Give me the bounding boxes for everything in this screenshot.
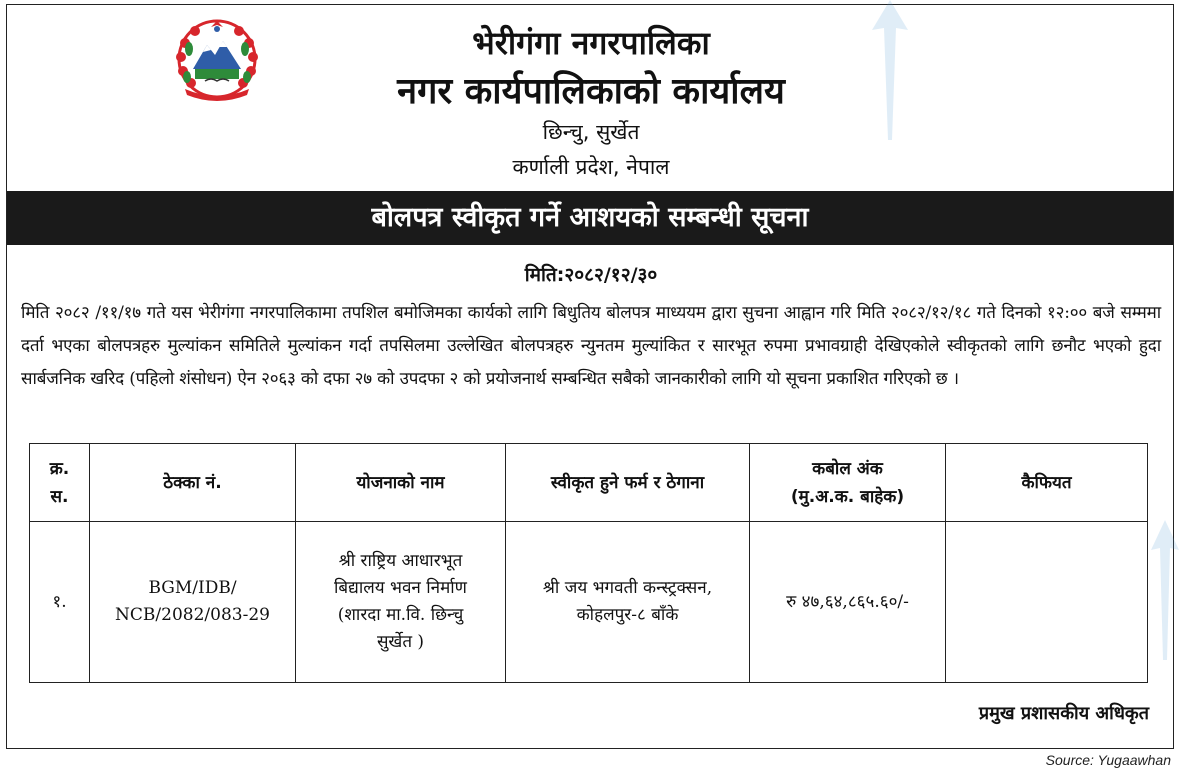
cell-project-name [296, 522, 506, 683]
notice-title-banner: बोलपत्र स्वीकृत गर्ने आशयको सम्बन्धी सूचना [7, 191, 1173, 245]
contract-line-1: BGM/IDB/ [148, 578, 237, 598]
header-serial-number [30, 444, 90, 522]
cell-serial-number: १. [30, 522, 90, 683]
header-remarks: कैफियत [946, 444, 1148, 522]
contract-line-2: NCB/2082/083-29 [115, 605, 270, 625]
header-bid-amount [750, 444, 946, 522]
cell-contract-number [90, 522, 296, 683]
awarded-bid-table [29, 443, 1148, 683]
cell-remarks [946, 522, 1148, 683]
header-firm-address: स्वीकृत हुने फर्म र ठेगाना [506, 444, 750, 522]
signatory-title: प्रमुख प्रशासकीय अधिकृत [978, 703, 1149, 724]
header-bid-line-1: कबोल अंक [812, 458, 883, 479]
notice-document [6, 4, 1174, 749]
source-credit: Source: Yugaawhan [1045, 752, 1171, 768]
table-header-row [30, 444, 1148, 522]
project-line-1: श्री राष्ट्रिय आधारभूत [338, 551, 463, 571]
header-serial-line-2: स. [50, 486, 69, 507]
cell-bid-amount: रु ४७,६४,८६५.६०/- [750, 522, 946, 683]
header-contract-number: ठेक्का नं. [90, 444, 296, 522]
project-line-4: सुर्खेत ) [376, 632, 425, 652]
header-serial-line-1: क्र. [49, 458, 70, 479]
watermark-arrow-icon [1150, 520, 1180, 660]
cell-firm-address [506, 522, 750, 683]
project-line-3: (शारदा मा.वि. छिन्चु [337, 605, 464, 625]
header-bid-line-2: (मु.अ.क. बाहेक) [790, 486, 905, 507]
address-line-2: कर्णाली प्रदेश, नेपाल [512, 155, 670, 179]
watermark-arrow-icon [870, 0, 910, 140]
project-line-2: बिद्यालय भवन निर्माण [334, 578, 467, 598]
table-row [30, 522, 1148, 683]
municipality-name: भेरीगंगा नगरपालिका [472, 24, 710, 62]
address-line-1: छिन्चु, सुर्खेत [542, 120, 640, 144]
notice-body-paragraph: मिति २०८२ /११/१७ गते यस भेरीगंगा नगरपालिकामा तपशिल बमोजिमका कार्यको लागि बिधुतिय बोलपत्र माध्ययम द्वारा सुचना आह्वान गरि मिति २०८२/१२/१८ गते दिनको १२:०० बजे सम्ममा दर्ता भएका बोलपत्रहरु मुल्यांकन समितिले मुल्यांकन गर्दा तपसिलमा उल्लेखित बोलपत्रहरु न्युनतम मुल्यांकित र सारभूत रुपमा प्रभावग्राही देखिएकोले स्वीकृतको लागि छनौट भएको हुदा सार्बजनिक खरिद (पहिलो शंसोधन) ऐन २०६३ को दफा २७ को उपदफा २ को प्रयोजनार्थ सम्बन्धित सबैको जानकारीको लागि यो सूचना प्रकाशित गरिएको छ । [21, 303, 1161, 389]
firm-line-1: श्री जय भगवती कन्स्ट्रक्सन, [542, 578, 713, 598]
firm-line-2: कोहलपुर-८ बाँके [576, 605, 679, 625]
office-name: नगर कार्यपालिकाको कार्यालय [397, 71, 785, 112]
notice-date: मिति:२०८२/१२/३० [524, 264, 658, 286]
header-project-name: योजनाको नाम [296, 444, 506, 522]
